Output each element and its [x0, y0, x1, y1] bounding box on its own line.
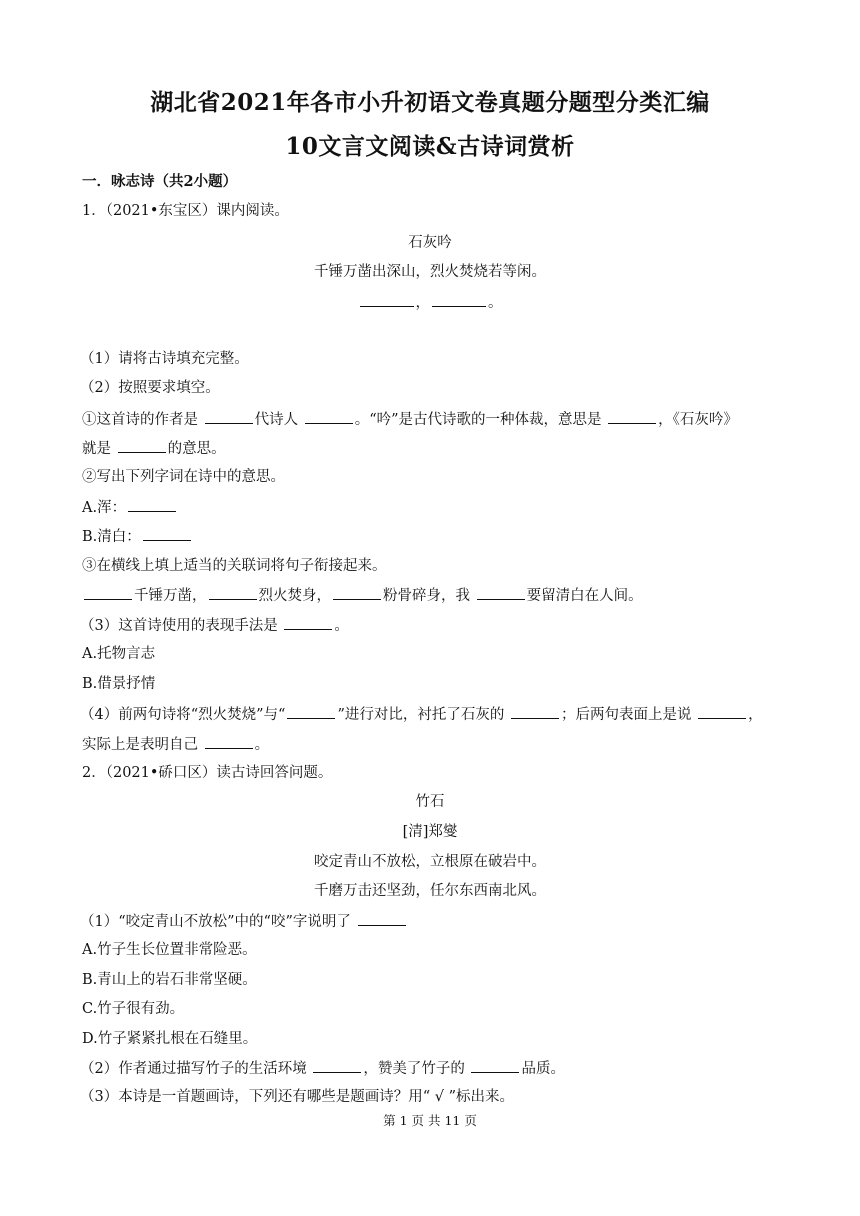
p4-text-e: 实际上是表明自己	[82, 737, 198, 753]
c1-blank-author[interactable]	[305, 409, 353, 424]
poem-blank-2[interactable]	[432, 292, 486, 307]
c3-blank-4[interactable]	[477, 585, 525, 600]
q2-p2-text-b: ，赞美了竹子的	[363, 1061, 465, 1077]
p4-text-b: ”进行对比，衬托了石灰的	[337, 707, 505, 723]
c3-blank-3[interactable]	[333, 585, 381, 600]
p4-text-f: 。	[254, 737, 270, 753]
q2-p2-blank-1[interactable]	[313, 1058, 361, 1073]
q2-part3: （3）本诗是一首题画诗，下列还有哪些是题画诗？用“ √ ”标出来。	[80, 1089, 515, 1105]
q2-stem: 2．（2021•硚口区）读古诗回答问题。	[82, 765, 333, 781]
c3-text-a: 千锤万凿，	[134, 588, 207, 604]
poem-blank-end: 。	[488, 295, 503, 311]
q2-p2-text-c: 品质。	[521, 1061, 565, 1077]
p4-blank-1[interactable]	[287, 704, 335, 719]
p3-blank[interactable]	[284, 615, 332, 630]
q2-poem-title: 竹石	[415, 794, 445, 810]
q2-p2-blank-2[interactable]	[471, 1058, 519, 1073]
page-footer: 第 1 页 共 11 页	[383, 1113, 477, 1128]
q1-part1: （1）请将古诗填充完整。	[80, 351, 249, 367]
c1-text-e: 就是	[82, 441, 111, 457]
c2-blank-b[interactable]	[143, 526, 191, 541]
q1-p3-option-b[interactable]: B.借景抒情	[82, 676, 156, 692]
q1-stem: 1．（2021•东宝区）课内阅读。	[82, 203, 289, 219]
p3-text: （3）这首诗使用的表现手法是	[80, 618, 278, 634]
q2-poem-author: [清]郑燮	[402, 824, 458, 840]
q1-part4-row	[80, 704, 763, 725]
poem-blank-1[interactable]	[360, 292, 414, 307]
q1-poem-title: 石灰吟	[408, 235, 452, 251]
q2-part2-row	[80, 1058, 565, 1079]
c1-text-c: 。“吟”是古代诗歌的一种体裁，意思是	[354, 412, 602, 428]
p4-blank-4[interactable]	[205, 734, 253, 749]
q2-option-b[interactable]: B.青山上的岩石非常坚硬。	[82, 972, 257, 988]
c1-text-f: 的意思。	[167, 441, 226, 457]
c2-blank-a[interactable]	[128, 497, 176, 512]
q1-part4-row2	[82, 734, 269, 755]
q1-part3-row	[80, 615, 349, 636]
q1-c3-row	[82, 585, 643, 606]
q2-p1-text: （1）“咬定青山不放松”中的“咬”字说明了	[80, 914, 351, 930]
p4-text-d: ，	[748, 707, 763, 723]
p3-end: 。	[334, 618, 349, 634]
c1-text-a: ①这首诗的作者是	[82, 412, 198, 428]
c3-text-b: 烈火焚身，	[258, 588, 331, 604]
q2-p2-text-a: （2）作者通过描写竹子的生活环境	[80, 1061, 307, 1077]
section-heading: 一．咏志诗（共2小题）	[82, 173, 238, 190]
q2-p1-blank[interactable]	[358, 911, 406, 926]
q1-c2: ②写出下列字词在诗中的意思。	[82, 469, 285, 485]
q2-poem-line2: 千磨万击还坚劲，任尔东西南北风。	[314, 883, 546, 899]
q1-c1-row	[82, 409, 738, 430]
c3-blank-1[interactable]	[84, 585, 132, 600]
q2-option-d[interactable]: D.竹子紧紧扎根在石缝里。	[82, 1031, 258, 1047]
c2-label-a: A.浑：	[82, 500, 127, 516]
q1-c1-row2	[82, 438, 226, 459]
c3-blank-2[interactable]	[209, 585, 257, 600]
c3-text-c: 粉骨碎身，我	[383, 588, 470, 604]
q1-c2-a-row	[82, 497, 178, 518]
c1-blank-meaning[interactable]	[608, 409, 656, 424]
q1-poem-blank-line	[0, 292, 860, 313]
q1-c2-b-row	[82, 526, 193, 547]
q1-part2: （2）按照要求填空。	[80, 380, 220, 396]
p4-blank-2[interactable]	[511, 704, 559, 719]
q2-option-c[interactable]: C.竹子很有劲。	[82, 1001, 185, 1017]
q1-poem-line1: 千锤万凿出深山，烈火焚烧若等闲。	[314, 264, 546, 280]
c1-text-b: 代诗人	[254, 412, 299, 428]
q1-p3-option-a[interactable]: A.托物言志	[82, 646, 156, 662]
c1-text-d: ，《石灰吟》	[658, 412, 738, 428]
document-title-line2: 10文言文阅读&古诗词赏析	[285, 133, 575, 160]
q2-part1-row	[80, 911, 408, 932]
q1-c3: ③在横线上填上适当的关联词将句子衔接起来。	[82, 558, 387, 574]
document-title-line1: 湖北省2021年各市小升初语文卷真题分题型分类汇编	[150, 89, 710, 116]
c1-blank-title-meaning[interactable]	[118, 438, 166, 453]
c3-text-d: 要留清白在人间。	[526, 588, 643, 604]
c2-label-b: B.清白：	[82, 529, 141, 545]
q2-option-a[interactable]: A.竹子生长位置非常险恶。	[82, 942, 257, 958]
q2-poem-line1: 咬定青山不放松，立根原在破岩中。	[314, 854, 546, 870]
poem-blank-separator: ，	[415, 295, 430, 311]
p4-text-c: ；后两句表面上是说	[561, 707, 692, 723]
c1-blank-dynasty[interactable]	[205, 409, 253, 424]
p4-blank-3[interactable]	[698, 704, 746, 719]
p4-text-a: （4）前两句诗将“烈火焚烧”与“	[80, 707, 286, 723]
